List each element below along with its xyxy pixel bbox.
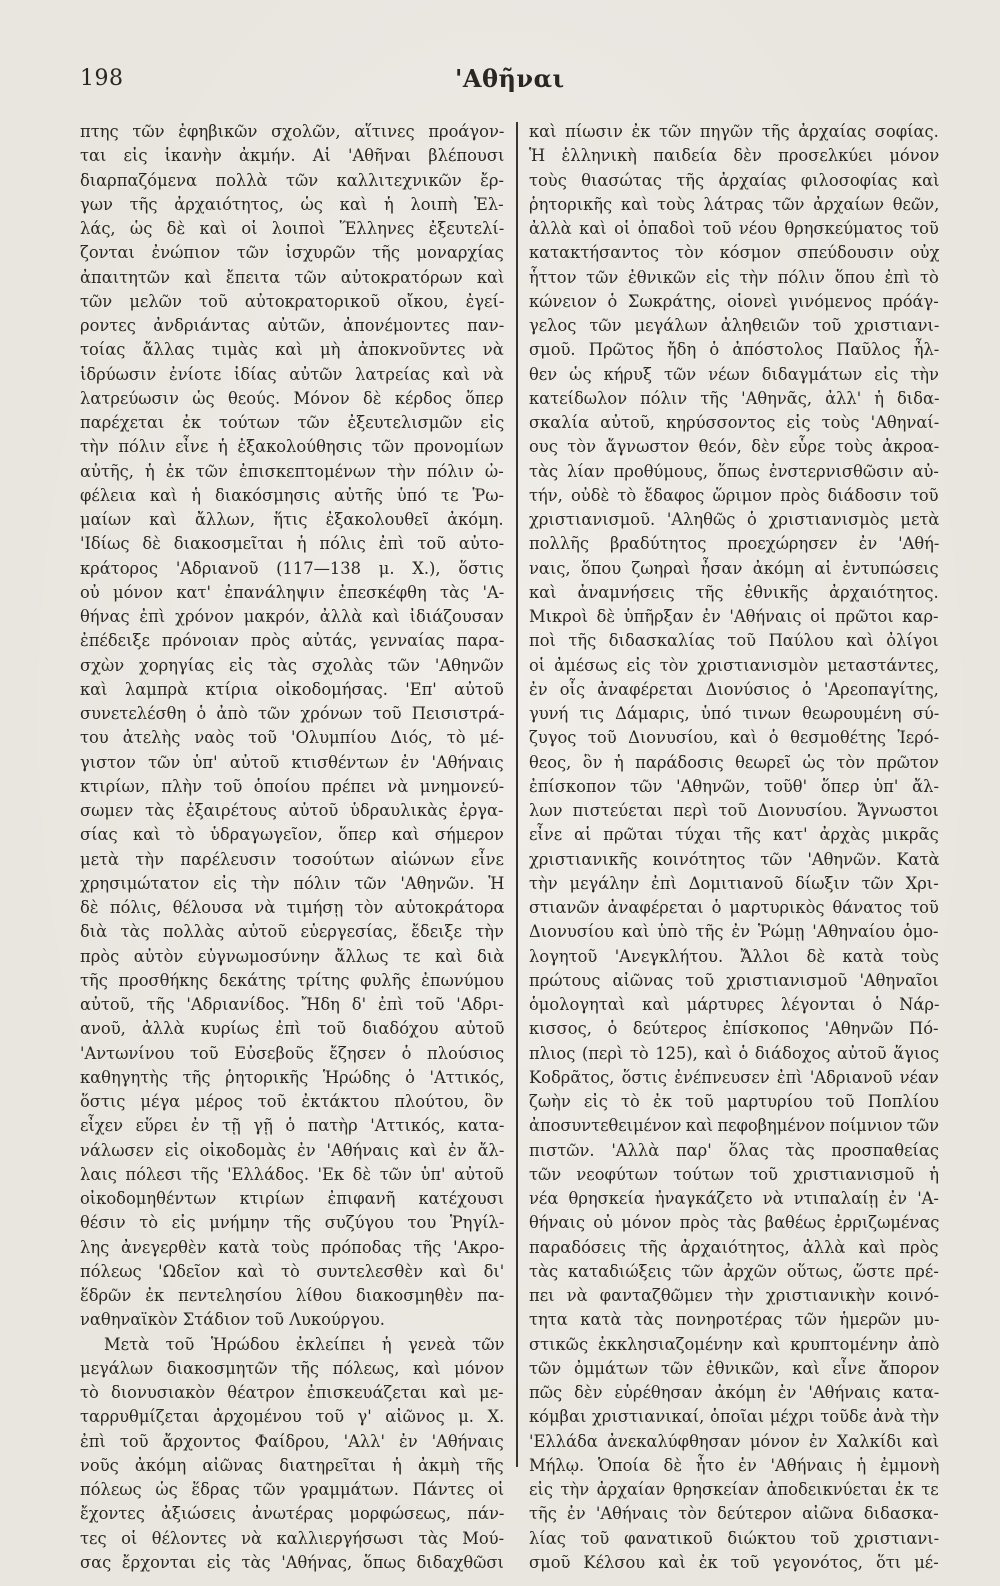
text-line: νέα θρησκεία ἠναγκάζετο νὰ ντιπαλαίῃ ἐν 'Α- xyxy=(529,1189,939,1208)
text-line: τῶν ὀμμάτων τῶν ἐθνικῶν, καὶ εἶνε ἄπορον xyxy=(529,1358,940,1378)
text-line: σμοῦ. Πρῶτος ἤδη ὁ ἀπόστολος Παῦλος ἦλ- xyxy=(529,340,940,360)
text-line: πόλεως 'Ωδεῖον καὶ τὸ συντελεσθὲν καὶ δι' xyxy=(80,1261,505,1281)
text-line: γιστον τῶν ὑπ' αὐτοῦ κτισθέντων ἐν 'Αθήναις xyxy=(80,752,504,772)
text-line: κράτορος 'Αδριανοῦ (117—138 μ. Χ.), ὅστις xyxy=(80,558,504,578)
text-line: σίας καὶ τὸ ὑδραγωγεῖον, ὅπερ καὶ σήμερον xyxy=(80,825,504,845)
text-line: ἱδρύωσιν ἐνίοτε ἰδίας αὐτῶν λατρείας καὶ νὰ xyxy=(80,364,504,384)
text-line: τοὺς θιασώτας τῆς ἀρχαίας φιλοσοφίας καὶ xyxy=(529,170,940,190)
page-header xyxy=(80,66,940,106)
text-line: οὐ μόνον κατ' ἐπανάληψιν ἐπεσκέφθη τὰς 'Α- xyxy=(80,582,505,602)
text-line: λάς, ὡς δὲ καὶ οἱ λοιποὶ Ἕλληνες ἐξευτελί- xyxy=(80,219,505,238)
text-line: ους τὸν ἄγνωστον θεόν, δὲν εὗρε τοὺς ἀκροα- xyxy=(529,437,940,457)
text-line: ποὶ τῆς διδασκαλίας τοῦ Παύλου καὶ ὀλίγοι xyxy=(529,631,939,651)
text-line: μαίων καὶ ἄλλων, ἥτις ἐξακολουθεῖ ἀκόμη. xyxy=(80,510,504,529)
text-line: ῥητορικῆς καὶ τοὺς λάτρας τῶν ἀρχαίων θεῶν, xyxy=(529,194,940,214)
text-line: ναθηναϊκὸν Στάδιον τοῦ Λυκούργου. xyxy=(80,1310,385,1330)
text-line: μεγάλων διακοσμητῶν τῆς πόλεως, καὶ μόνον xyxy=(80,1358,505,1378)
text-line: σμοῦ Κέλσου καὶ ἐκ τοῦ γεγονότος, ὅτι μέ- xyxy=(529,1552,939,1572)
text-line: οἰκοδομηθέντων κτιρίων ἐπιφανῆ κατέχουσι xyxy=(80,1189,505,1208)
text-line: 'Ιδίως δὲ διακοσμεῖται ἡ πόλις ἐπὶ τοῦ αὐτο- xyxy=(80,534,505,554)
text-line: Μικροὶ δὲ ὑπῆρξαν ἐν 'Αθήναις οἱ πρῶτοι καρ- xyxy=(529,607,939,626)
text-line: τὰς καταδιώξεις τῶν ἀρχῶν οὕτως, ὥστε πρέ- xyxy=(529,1261,939,1281)
text-line: θήναις οὐ μόνον πρὸς τὰς βαθέως ἐρριζωμένας xyxy=(529,1213,940,1233)
text-line: διὰ τὰς πολλὰς αὐτοῦ εὐεργεσίας, ἔδειξε τὴν xyxy=(80,922,504,942)
text-line: πρώτους αἰῶνας τοῦ χριστιανισμοῦ 'Αθηναῖοι xyxy=(529,970,939,990)
text-line: χριστιανικῆς κοινότητος τῶν 'Αθηνῶν. Κατὰ xyxy=(529,849,940,869)
text-line: μετὰ τὴν παρέλευσιν τοσούτων αἰώνων εἶνε xyxy=(80,849,504,869)
text-line: ανοῦ, ἀλλὰ κυρίως ἐπὶ τοῦ διαδόχου αὐτοῦ xyxy=(80,1019,505,1039)
text-line: εἶχεν εὕρει ἐν τῇ γῇ ὁ πατὴρ 'Αττικός, κατα- xyxy=(80,1116,505,1136)
text-line: Ἡ ἑλληνικὴ παιδεία δὲν προσελκύει μόνον xyxy=(529,146,940,166)
text-line: πιστῶν. 'Αλλὰ παρ' ὅλας τὰς προσπαθείας xyxy=(529,1140,940,1160)
text-line: ἀποσυντεθειμένον καὶ πεφοβημένον ποίμνιον τῶν xyxy=(529,1116,939,1136)
text-line: πόλεως ὡς ἕδρας τῶν γραμμάτων. Πάντες οἱ xyxy=(80,1480,505,1499)
text-line: κατείδωλον πόλιν τῆς 'Αθηνᾶς, ἀλλ' ἡ διδα- xyxy=(529,388,940,408)
text-line: λαις πόλεσι τῆς 'Ελλάδος. 'Εκ δὲ τῶν ὑπ' αὐτοῦ xyxy=(80,1164,504,1184)
text-line: καθηγητὴς τῆς ῥητορικῆς Ἡρώδης ὁ 'Αττικός, xyxy=(80,1067,505,1087)
text-line: ἀπαιτητῶν καὶ ἔπειτα τῶν αὐτοκρατόρων καὶ xyxy=(80,267,505,287)
text-line: τες οἱ θέλοντες νὰ καλλιεργήσωσι τὰς Μού- xyxy=(80,1528,505,1548)
text-line: τὴν πόλιν εἶνε ἡ ἐξακολούθησις τῶν προνομίων xyxy=(80,437,504,457)
text-line: ἐπίσκοπον τῶν 'Αθηνῶν, τοῦθ' ὅπερ ὑπ' ἄλ- xyxy=(529,776,939,796)
text-line: Κοδρᾶτος, ὅστις ἐνέπνευσεν ἐπὶ 'Αδριανοῦ νέαν xyxy=(529,1067,939,1087)
text-line: τῆς προσθήκης δεκάτης τρίτης φυλῆς ἐπωνύμου xyxy=(80,970,504,990)
text-line: τήν, οὐδὲ τὸ ἔδαφος ὥριμον πρὸς διάδοσιν τοῦ xyxy=(529,485,939,505)
text-line: πλιος (περὶ τὸ 125), καὶ ὁ διάδοχος αὐτοῦ ἅγιος xyxy=(529,1043,940,1063)
text-line: δὲ πόλις, θέλουσα νὰ τιμήσῃ τὸν αὐτοκράτορα xyxy=(80,898,505,917)
text-line: οἱ ἀμέσως εἰς τὸν χριστιανισμὸν μεταστάντες, xyxy=(529,655,939,675)
text-line: λατρεύωσιν ὡς θεούς. Μόνον δὲ κέρδος ὅπερ xyxy=(80,388,504,408)
text-line: πολλῆς βραδύτητος προεχώρησεν ἐν 'Αθή- xyxy=(529,534,940,554)
column-divider xyxy=(516,122,518,1467)
text-line: καὶ ἀναμνήσεις τῆς ἐθνικῆς ἀρχαιότητος. xyxy=(529,582,939,602)
text-line: καὶ λαμπρὰ κτίρια οἰκοδομήσας. 'Επ' αὐτοῦ xyxy=(80,679,504,699)
text-line: σκαλία αὐτοῦ, κηρύσσοντος εἰς τοὺς 'Αθηναί- xyxy=(529,413,940,432)
text-line: κόμβαι χριστιανικαί, ὁποῖαι μέχρι τοῦδε ἀνὰ τὴν xyxy=(529,1407,940,1427)
text-line: πει νὰ φανταζθῶμεν τὴν χριστιανικὴν κοινό- xyxy=(529,1286,940,1305)
text-line: τὸ διονυσιακὸν θέατρον ἐπισκευάζεται καὶ με- xyxy=(80,1383,504,1402)
text-line: κατακτήσαντος τὸν κόσμον σπεύδουσιν οὐχ xyxy=(529,243,940,263)
text-line: θέσιν τὸ εἰς μνήμην τῆς συζύγου του Ῥηγίλ- xyxy=(80,1213,505,1233)
text-line: Διονυσίου καὶ ὑπὸ τῆς ἐν Ῥώμῃ 'Αθηναίου ὁμο- xyxy=(529,922,939,942)
text-line: σχὼν χορηγίας εἰς τὰς σχολὰς τῶν 'Αθηνῶν xyxy=(80,655,504,675)
text-line: ἕδρῶν ἐκ πεντελησίου λίθου διακοσμηθὲν πα- xyxy=(80,1286,505,1305)
text-line: σας ἔρχονται εἰς τὰς 'Αθήνας, ὅπως διδαχθῶσι xyxy=(80,1552,504,1572)
text-line: κτιρίων, πλὴν τοῦ ὁποίου πρέπει νὰ μνημονεύ- xyxy=(80,776,505,796)
text-line: λίας τοῦ φανατικοῦ διώκτου τοῦ χριστιανι- xyxy=(529,1528,940,1548)
text-line: πῶς δὲν εὑρέθησαν ἀκόμη ἐν 'Αθήναις κατα- xyxy=(529,1383,940,1402)
text-line: ἔχοντες ἀξιώσεις ἀνωτέρας μορφώσεως, πάν- xyxy=(80,1504,505,1524)
text-line: χρησιμώτατον εἰς τὴν πόλιν τῶν 'Αθηνῶν. Ἡ xyxy=(80,873,505,893)
text-line: Μετὰ τοῦ Ἡρώδου ἐκλείπει ἡ γενεὰ τῶν xyxy=(104,1334,505,1354)
text-line: διαρπαζόμενα πολλὰ τῶν καλλιτεχνικῶν ἔρ- xyxy=(80,170,504,190)
text-line: θεος, ὃν ἡ παράδοσις θεωρεῖ ὡς τὸν πρῶτον xyxy=(529,752,939,772)
text-line: στικῶς ἐκκλησιαζομένην καὶ κρυπτομένην ἀπὸ xyxy=(529,1334,940,1354)
text-line: εἰς τὴν ἀρχαίαν θρησκείαν ἀποδεικνύεται ἐκ τε xyxy=(529,1480,939,1499)
text-line: του ἀτελὴς ναὸς τοῦ 'Ολυμπίου Διός, τὸ μέ- xyxy=(80,728,505,748)
text-line: γελος τῶν μεγάλων ἀληθειῶν τοῦ χριστιανι- xyxy=(529,316,940,335)
text-line: ζωὴν εἰς τὸ ἐκ τοῦ μαρτυρίου τοῦ Ποπλίου xyxy=(529,1092,939,1111)
text-line: ἐπὶ τοῦ ἄρχοντος Φαίδρου, 'Αλλ' ἐν 'Αθήναις xyxy=(80,1431,504,1451)
text-line: ροντες ἀνδριάντας αὐτῶν, ἀπονέμοντες παν- xyxy=(80,316,505,335)
text-line: χριστιανισμοῦ. 'Αληθῶς ὁ χριστιανισμὸς μετὰ xyxy=(529,510,940,529)
text-line: ὅστις μέγα μέρος τοῦ ἐκτάκτου πλούτου, ὃν xyxy=(80,1092,504,1111)
text-line: γων τῆς ἀρχαιότητος, ὡς καὶ ἡ λοιπὴ Ἑλ- xyxy=(80,194,504,214)
left-text-column xyxy=(80,120,504,1575)
text-line: ναις, ὅπου ζωηραὶ ἦσαν ἀκόμη αἱ ἐντυπώσεις xyxy=(529,558,939,578)
text-line: τῶν μελῶν τοῦ αὐτοκρατορικοῦ οἴκου, ἐγεί- xyxy=(80,291,505,311)
text-line: πρὸς αὐτὸν εὐγνωμοσύνην ἄλλως τε καὶ διὰ xyxy=(80,946,505,966)
text-line: ζυγος τοῦ Διονυσίου, καὶ ὁ θεσμοθέτης Ἱερό- xyxy=(529,728,940,748)
text-line: λογητοῦ 'Ανεγκλήτου. Ἄλλοι δὲ κατὰ τοὺς xyxy=(529,946,939,966)
text-line: συνετελέσθη ὁ ἀπὸ τῶν χρόνων τοῦ Πεισιστρά- xyxy=(80,704,505,723)
text-line: ζονται ἐνώπιον τῶν ἰσχυρῶν τῆς μοναρχίας xyxy=(80,243,504,263)
text-line: τητα κατὰ τὰς πονηροτέρας τῶν ἡμερῶν μυ- xyxy=(529,1310,940,1330)
text-line: καὶ πίωσιν ἐκ τῶν πηγῶν τῆς ἀρχαίας σοφίας. xyxy=(529,122,939,141)
text-line: ἧττον τῶν ἐθνικῶν εἰς τὴν πόλιν ὅπου ἐπὶ τὸ xyxy=(529,267,939,287)
text-line: νάλωσεν εἰς οἰκοδομὰς ἐν 'Αθήναις καὶ ἐν ἄλ- xyxy=(80,1140,505,1160)
text-line: Μήλῳ. Ὁποία δὲ ἦτο ἐν 'Αθήναις ἡ ἐμμονὴ xyxy=(529,1455,940,1475)
text-line: εἶνε αἱ πρῶται τύχαι τῆς κατ' ἀρχὰς μικρᾶς xyxy=(529,825,939,845)
text-line: αὐτῆς, ἡ ἐκ τῶν ἐπισκεπτομένων τὴν πόλιν ὠ- xyxy=(80,461,504,481)
text-line: ται εἰς ἱκανὴν ἀκμήν. Αἱ 'Αθῆναι βλέπουσι xyxy=(80,146,505,166)
right-text-column xyxy=(529,120,939,1575)
text-line: ὁμολογηταὶ καὶ μάρτυρες λέγονται ὁ Νάρ- xyxy=(529,995,940,1014)
text-line: νοῦς ἀκόμη αἰῶνας διατηρεῖται ἡ ἀκμὴ τῆς xyxy=(80,1455,504,1475)
text-line: θήνας ἐπὶ χρόνον μακρόν, ἀλλὰ καὶ ἰδιάζουσαν xyxy=(80,607,504,626)
text-line: 'Αντωνίνου τοῦ Εὐσεβοῦς ἔζησεν ὁ πλούσιος xyxy=(80,1043,505,1063)
text-line: ἐν οἷς ἀναφέρεται Διονύσιος ὁ 'Αρεοπαγίτης, xyxy=(529,679,939,699)
text-line: πτης τῶν ἐφηβικῶν σχολῶν, αἵτινες προάγον- xyxy=(80,122,505,141)
text-line: αὐτοῦ, τῆς 'Αδριανίδος. Ἤδη δ' ἐπὶ τοῦ 'Αδρι- xyxy=(80,995,504,1014)
text-line: κώνειον ὁ Σωκράτης, οἱονεὶ γινόμενος πρόάγ- xyxy=(529,291,939,311)
text-line: ἐπέδειξε πρόνοιαν πρὸς αὐτάς, γενναίας παρα- xyxy=(80,631,505,651)
text-line: παρέχεται ἐκ τούτων τῶν ἐξευτελισμῶν εἰς xyxy=(80,413,505,432)
text-line: τῶν νεοφύτων τούτων τοῦ χριστιανισμοῦ ἡ xyxy=(529,1164,940,1184)
page-number: 198 xyxy=(80,66,124,91)
text-line: τὰς λίαν προθύμους, ὅπως ἐνστερνισθῶσιν αὐ- xyxy=(529,461,939,481)
text-line: τῆς ἐν 'Αθήναις τὸν δεύτερον αἰῶνα διδασκα- xyxy=(529,1504,939,1524)
text-line: ταρρυθμίζεται ἀρχομένου τοῦ γ' αἰῶνος μ. Χ. xyxy=(80,1407,505,1427)
text-line: γυνή τις Δάμαρις, ὑπό τινων θεωρουμένη σύ- xyxy=(529,704,940,723)
text-line: θεν ὡς κήρυξ τῶν νέων διδαγμάτων εἰς τὴν xyxy=(529,364,939,384)
text-line: λης ἀνεγερθὲν κατὰ τοὺς πρόποδας τῆς 'Ακρο- xyxy=(80,1237,505,1257)
running-title: 'Αθῆναι xyxy=(455,64,565,93)
text-line: παραδόσεις τῆς ἀρχαιότητος, ἀλλὰ καὶ πρὸς xyxy=(529,1237,939,1257)
text-line: σωμεν τὰς ἐξαιρέτους αὐτοῦ ὑδραυλικὰς ἐργα- xyxy=(80,801,504,820)
text-line: λων πιστεύεται περὶ τοῦ Διονυσίου. Ἄγνωστοι xyxy=(529,801,939,820)
text-line: στιανῶν ἀναφέρεται ὁ μαρτυρικὸς θάνατος τοῦ xyxy=(529,898,939,917)
text-line: τοίας ἄλλας τιμὰς καὶ μὴ ἀποκνοῦντες νὰ xyxy=(80,340,504,360)
text-line: φέλεια καὶ ἡ διακόσμησις αὐτῆς ὑπό τε Ῥω- xyxy=(80,485,504,505)
text-line: 'Ελλάδα ἀνεκαλύφθησαν μόνον ἐν Χαλκίδι καὶ xyxy=(529,1431,940,1451)
text-line: κισσος, ὁ δεύτερος ἐπίσκοπος 'Αθηνῶν Πό- xyxy=(529,1019,939,1039)
text-line: τὴν μεγάλην ἐπὶ Δομιτιανοῦ δίωξιν τῶν Χρι- xyxy=(529,873,939,893)
text-line: ἀλλὰ καὶ οἱ ὀπαδοὶ τοῦ νέου θρησκεύματος τοῦ xyxy=(529,219,939,238)
